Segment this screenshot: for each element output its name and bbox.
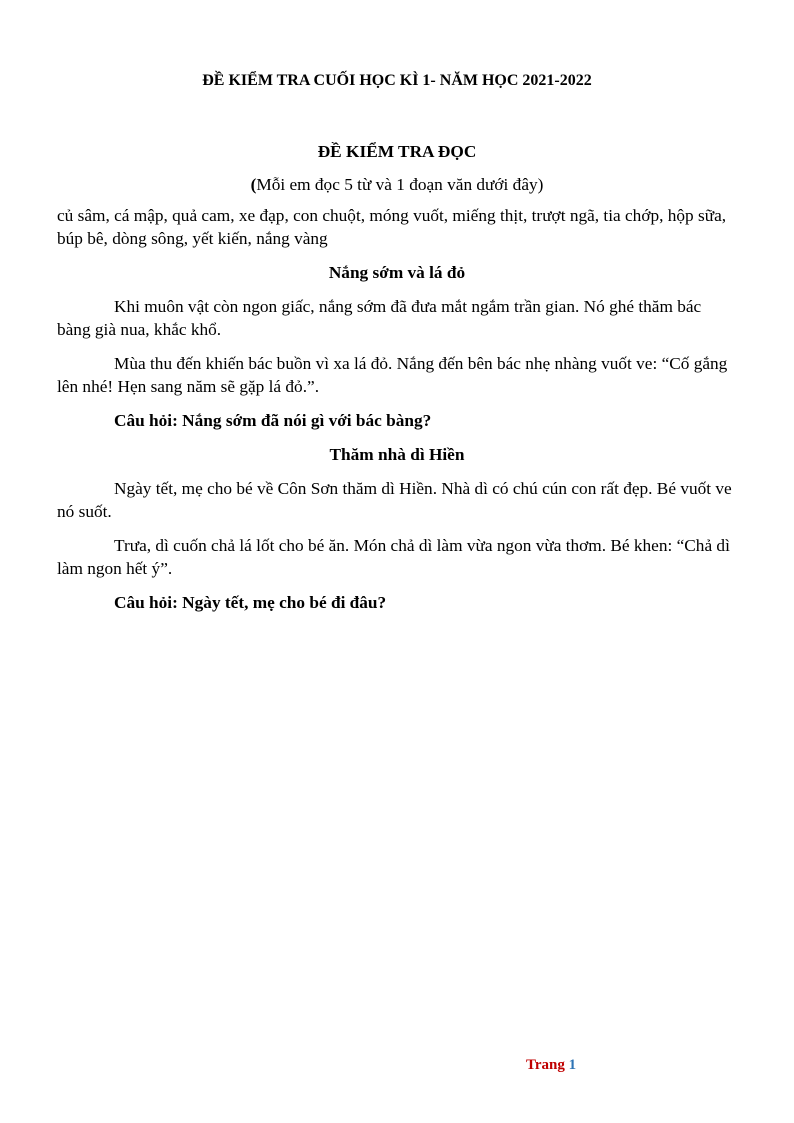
instruction-text: Mỗi em đọc 5 từ và 1 đoạn văn dưới đây)	[256, 175, 544, 194]
page-footer	[526, 1056, 576, 1074]
page-label: Trang	[526, 1057, 565, 1073]
page-number: 1	[568, 1057, 577, 1073]
story-question: Câu hỏi: Nắng sớm đã nói gì với bác bàng?	[114, 411, 432, 430]
document-title: ĐỀ KIỂM TRA CUỐI HỌC KÌ 1- NĂM HỌC 2021-2022	[202, 72, 592, 89]
story-title: Nắng sớm và lá đỏ	[328, 263, 466, 282]
section-title: ĐỀ KIỂM TRA ĐỌC	[317, 142, 477, 161]
story-paragraph: Mùa thu đến khiến bác buồn vì xa lá đỏ. Nắng đến bên bác nhẹ nhàng vuốt ve: “Cố gắng lên nhé! Hẹn sang năm sẽ gặp lá đỏ.”.	[57, 354, 728, 396]
story-title: Thăm nhà dì Hiền	[329, 445, 465, 464]
word-list: củ sâm, cá mập, quả cam, xe đạp, con chuột, móng vuốt, miếng thịt, trượt ngã, tia chớp, hộp sữa, búp bê, dòng sông, yết kiến, nắng vàng	[57, 206, 727, 248]
story-question: Câu hỏi: Ngày tết, mẹ cho bé đi đâu?	[114, 593, 387, 612]
story-paragraph: Khi muôn vật còn ngon giấc, nắng sớm đã đưa mắt ngắm trần gian. Nó ghé thăm bác bàng già nua, khắc khổ.	[57, 297, 702, 339]
reading-instruction	[57, 173, 737, 196]
document-content	[57, 69, 737, 625]
instruction-paren: (	[250, 175, 257, 194]
story-paragraph: Trưa, dì cuốn chả lá lốt cho bé ăn. Món chả dì làm vừa ngon vừa thơm. Bé khen: “Chả dì làm ngon hết ý”.	[57, 536, 730, 578]
story-paragraph: Ngày tết, mẹ cho bé về Côn Sơn thăm dì Hiền. Nhà dì có chú cún con rất đẹp. Bé vuốt ve nó suốt.	[57, 479, 732, 521]
